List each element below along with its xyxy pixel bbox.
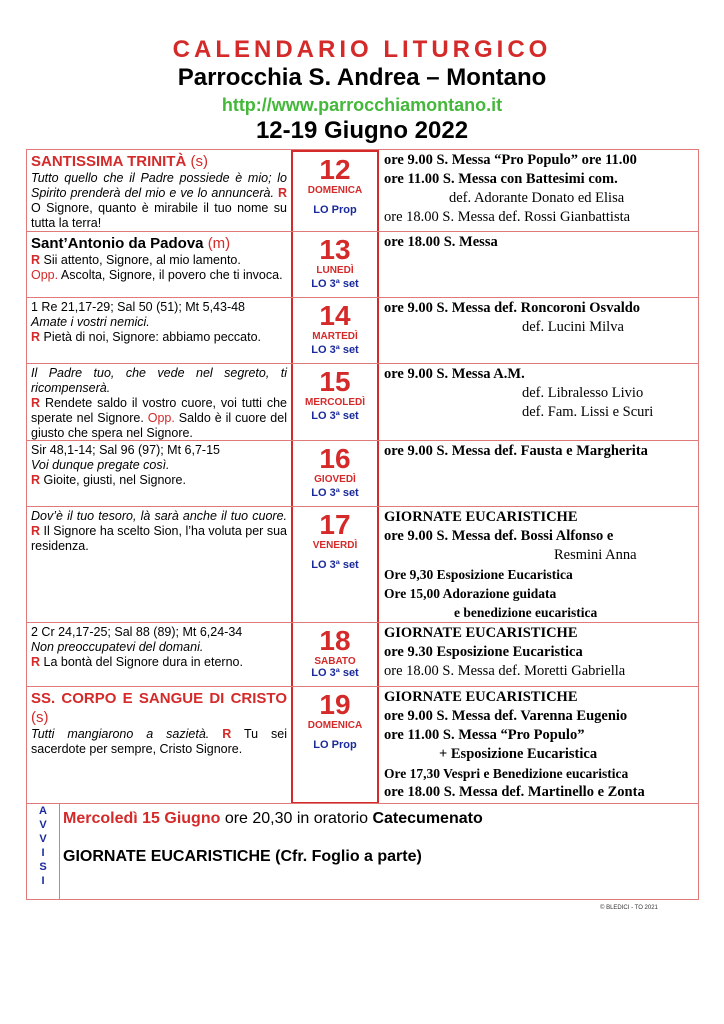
mass-schedule: ore 9.00 S. Messa “Pro Populo” ore 11.00 ore 11.00 S. Messa con Battesimi com. def. Adorante Donato ed Elisa ore 18.00 S. Messa def. Rossi Gianbattista — [379, 150, 699, 232]
readings-cell: SS. CORPO E SANGUE DI CRISTO (s) Tutti mangiarono a sazietà. R Tu sei sacerdote per sempre, Cristo Signore. — [26, 687, 291, 804]
mass-schedule: GIORNATE EUCARISTICHE ore 9.00 S. Messa def. Bossi Alfonso e Resmini Anna Ore 9,30 Esposizione Eucaristica Ore 15,00 Adorazione guidata e benedizione eucaristica — [379, 507, 699, 623]
mass-schedule: ore 9.00 S. Messa def. Roncoroni Osvaldo def. Lucini Milva — [379, 298, 699, 364]
day-row-13 — [26, 231, 699, 298]
day-badge: 19 DOMENICA LO Prop — [291, 687, 379, 804]
date-range: 12-19 Giugno 2022 — [255, 117, 469, 144]
mass-schedule: ore 18.00 S. Messa — [379, 232, 699, 298]
notices-box — [26, 803, 699, 900]
saint-title: SANTISSIMA TRINITÀ (s) — [31, 153, 208, 170]
parish-url[interactable]: http://www.parrocchiamontano.it — [221, 95, 503, 115]
readings-cell: 2 Cr 24,17-25; Sal 88 (89); Mt 6,24-34 Non preoccupatevi del domani. R La bontà del Signore dura in eterno. — [26, 623, 291, 687]
parish-name: Parrocchia S. Andrea – Montano — [177, 64, 547, 91]
copyright-footer: © BLEDICI - TO 2021 — [600, 905, 658, 911]
readings-cell: Il Padre tuo, che vede nel segreto, ti ricompenserà. R Rendete saldo il vostro cuore, voi tutti che sperate nel Signore. Opp. Saldo è il cuore del giusto che spera nel Signore. — [26, 364, 291, 441]
day-badge: 16 GIOVEDÌ LO 3ª set — [291, 441, 379, 507]
day-badge: 18 SABATO LO 3ª set — [291, 623, 379, 687]
readings-cell: Sir 48,1-14; Sal 96 (97); Mt 6,7-15 Voi dunque pregate così. R Gioite, giusti, nel Signore. — [26, 441, 291, 507]
day-row-18 — [26, 622, 699, 687]
mass-schedule: ore 9.00 S. Messa A.M. def. Libralesso Livio def. Fam. Lissi e Scuri — [379, 364, 699, 441]
mass-schedule: GIORNATE EUCARISTICHE ore 9.00 S. Messa def. Varenna Eugenio ore 11.00 S. Messa “Pro Populo” + Esposizione Eucaristica Ore 17,30 Vespri e Benedizione eucaristica ore 18.00 S. Messa def. Martinello e Zonta — [379, 687, 699, 804]
calendar-title: CALENDARIO LITURGICO — [172, 36, 552, 63]
readings-cell: Sant’Antonio da Padova (m) R Sii attento, Signore, al mio lamento. Opp. Ascolta, Signore, il povero che ti invoca. — [26, 232, 291, 298]
mass-schedule: GIORNATE EUCARISTICHE ore 9.30 Esposizione Eucaristica ore 18.00 S. Messa def. Moretti Gabriella — [379, 623, 699, 687]
day-badge: 14 MARTEDÌ LO 3ª set — [291, 298, 379, 364]
notices-label: A V V I S I — [27, 804, 60, 899]
day-row-14 — [26, 297, 699, 364]
day-row-16 — [26, 440, 699, 507]
day-badge: 17 VENERDÌ LO 3ª set — [291, 507, 379, 623]
day-row-15 — [26, 363, 699, 441]
day-badge: 13 LUNEDÌ LO 3ª set — [291, 232, 379, 298]
mass-schedule: ore 9.00 S. Messa def. Fausta e Margherita — [379, 441, 699, 507]
day-row-12 — [26, 149, 699, 232]
day-row-17 — [26, 506, 699, 623]
notices-text: Mercoledì 15 Giugno ore 20,30 in oratorio Catecumenato GIORNATE EUCARISTICHE (Cfr. Foglio a parte) — [63, 810, 483, 865]
day-badge: 12 DOMENICA LO Prop — [291, 150, 379, 232]
day-badge: 15 MERCOLEDÌ LO 3ª set — [291, 364, 379, 441]
readings-cell: SANTISSIMA TRINITÀ (s) Tutto quello che il Padre possiede è mio; lo Spirito prenderà del mio e ve lo annuncerà. R O Signore, quanto è mirabile il tuo nome su tutta la terra! — [26, 150, 291, 232]
readings-cell: Dov’è il tuo tesoro, là sarà anche il tuo cuore. R Il Signore ha scelto Sion, l’ha voluta per sua residenza. — [26, 507, 291, 623]
readings-cell: 1 Re 21,17-29; Sal 50 (51); Mt 5,43-48 Amate i vostri nemici. R Pietà di noi, Signore: abbiamo peccato. — [26, 298, 291, 364]
day-row-19 — [26, 686, 699, 804]
